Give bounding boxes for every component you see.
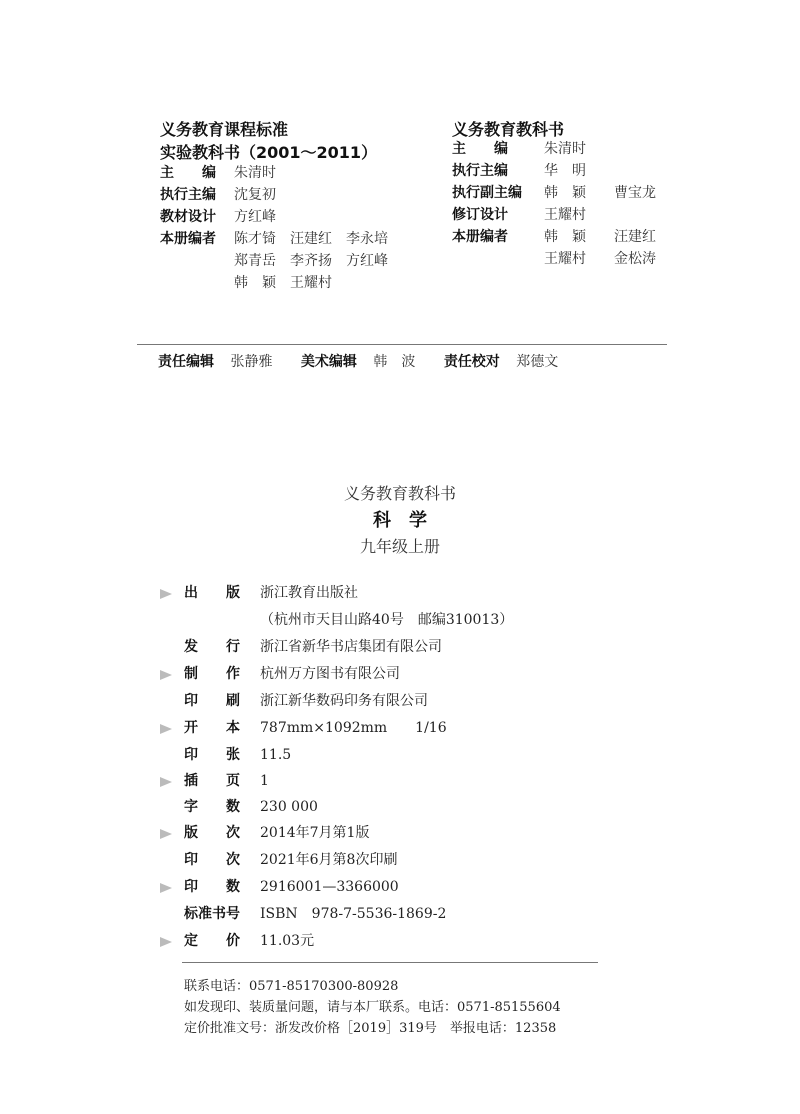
credit-label: 修订设计 — [452, 207, 508, 223]
footer-divider — [182, 962, 598, 963]
credit-value: 王耀村 — [544, 207, 586, 223]
info-value: 787mm×1092mm 1/16 — [260, 720, 447, 736]
proofreader-label: 责任校对 — [443, 354, 500, 370]
left-credit-row — [160, 228, 388, 250]
right-credits-list — [452, 138, 656, 270]
left-credit-row — [160, 272, 388, 294]
credit-label: 执行主编 — [452, 163, 508, 179]
credit-value: 朱清时 — [234, 165, 276, 181]
info-value: 11.03元 — [260, 933, 315, 949]
responsible-editor-label: 责任编辑 — [158, 354, 214, 370]
credit-value: 韩 颖 汪建红 — [544, 229, 656, 245]
right-credit-row — [452, 226, 656, 248]
credit-label: 执行副主编 — [452, 185, 522, 201]
info-label: 标准书号 — [184, 906, 240, 922]
right-credit-row — [452, 160, 656, 182]
info-value: 杭州万方图书有限公司 — [260, 666, 400, 682]
info-label: 印 张 — [184, 747, 240, 763]
credit-label: 主 编 — [452, 141, 508, 157]
arrow-icon — [160, 670, 172, 680]
credit-value: 陈才锜 汪建红 李永培 — [234, 231, 388, 247]
book-grade: 九年级上册 — [359, 537, 440, 556]
right-credit-row — [452, 204, 656, 226]
info-value: 1 — [260, 773, 269, 789]
left-credits-list — [160, 162, 388, 294]
info-label: 定 价 — [184, 933, 240, 949]
credit-value: 韩 颖 曹宝龙 — [544, 185, 656, 201]
credit-label: 教材设计 — [160, 209, 216, 225]
info-label: 印 次 — [184, 852, 240, 868]
info-label: 开 本 — [184, 720, 240, 736]
footer-contact: 联系电话：0571-85170300-80928 — [184, 979, 399, 994]
left-heading-1: 义务教育课程标准 — [160, 120, 289, 139]
responsible-editor-value: 张静雅 — [230, 354, 273, 370]
editors-line — [158, 351, 558, 373]
arrow-icon — [160, 883, 172, 893]
info-value: 浙江省新华书店集团有限公司 — [260, 639, 442, 655]
info-value: 浙江新华数码印务有限公司 — [260, 693, 428, 709]
credit-label: 主 编 — [160, 165, 216, 181]
info-value: 2021年6月第8次印刷 — [260, 852, 398, 868]
credit-value: 华 明 — [544, 163, 586, 179]
info-value: 2916001—3366000 — [260, 879, 399, 895]
book-series: 义务教育教科书 — [343, 484, 456, 503]
arrow-icon — [160, 724, 172, 734]
arrow-icon — [160, 777, 172, 787]
left-credit-row — [160, 162, 388, 184]
info-label: 插 页 — [184, 773, 240, 789]
info-label: 字 数 — [184, 799, 240, 815]
right-credit-row — [452, 248, 656, 270]
arrow-icon — [160, 937, 172, 947]
top-divider — [137, 344, 667, 345]
info-value: 230 000 — [260, 799, 318, 815]
left-credit-row — [160, 206, 388, 228]
footer-quality-notice: 如发现印、装质量问题，请与本厂联系。电话：0571-85155604 — [184, 1000, 561, 1015]
info-label: 版 次 — [184, 825, 240, 841]
info-value: 2014年7月第1版 — [260, 825, 370, 841]
info-label: 出 版 — [184, 585, 240, 601]
info-label: 制 作 — [184, 666, 240, 682]
info-value: （杭州市天目山路40号 邮编310013） — [260, 612, 514, 628]
credit-value: 朱清时 — [544, 141, 586, 157]
right-credit-row — [452, 182, 656, 204]
proofreader-value: 郑德文 — [516, 354, 559, 370]
left-credit-row — [160, 250, 388, 272]
info-value: 11.5 — [260, 747, 292, 763]
left-heading-2: 实验教科书（2001～2011） — [160, 143, 378, 162]
arrow-icon — [160, 589, 172, 599]
info-label: 印 数 — [184, 879, 240, 895]
info-value: 浙江教育出版社 — [260, 585, 358, 601]
arrow-icon — [160, 829, 172, 839]
info-value: ISBN 978-7-5536-1869-2 — [260, 906, 447, 922]
right-credit-row — [452, 138, 656, 160]
credit-label: 本册编者 — [160, 231, 216, 247]
credit-label: 执行主编 — [160, 187, 216, 203]
credit-value: 王耀村 金松涛 — [544, 251, 656, 267]
credit-value: 郑青岳 李齐扬 方红峰 — [234, 253, 388, 269]
credit-value: 韩 颖 王耀村 — [234, 275, 332, 291]
credit-value: 方红峰 — [234, 209, 276, 225]
art-editor-value: 韩 波 — [373, 354, 416, 370]
credit-value: 沈复初 — [234, 187, 276, 203]
info-label: 发 行 — [184, 639, 240, 655]
art-editor-label: 美术编辑 — [300, 354, 357, 370]
right-heading-1: 义务教育教科书 — [452, 120, 565, 139]
book-subject: 科 学 — [373, 510, 427, 531]
info-label: 印 刷 — [184, 693, 240, 709]
credit-label: 本册编者 — [452, 229, 508, 245]
footer-price-approval: 定价批准文号：浙发改价格［2019］319号 举报电话：12358 — [184, 1021, 557, 1036]
left-credit-row — [160, 184, 388, 206]
